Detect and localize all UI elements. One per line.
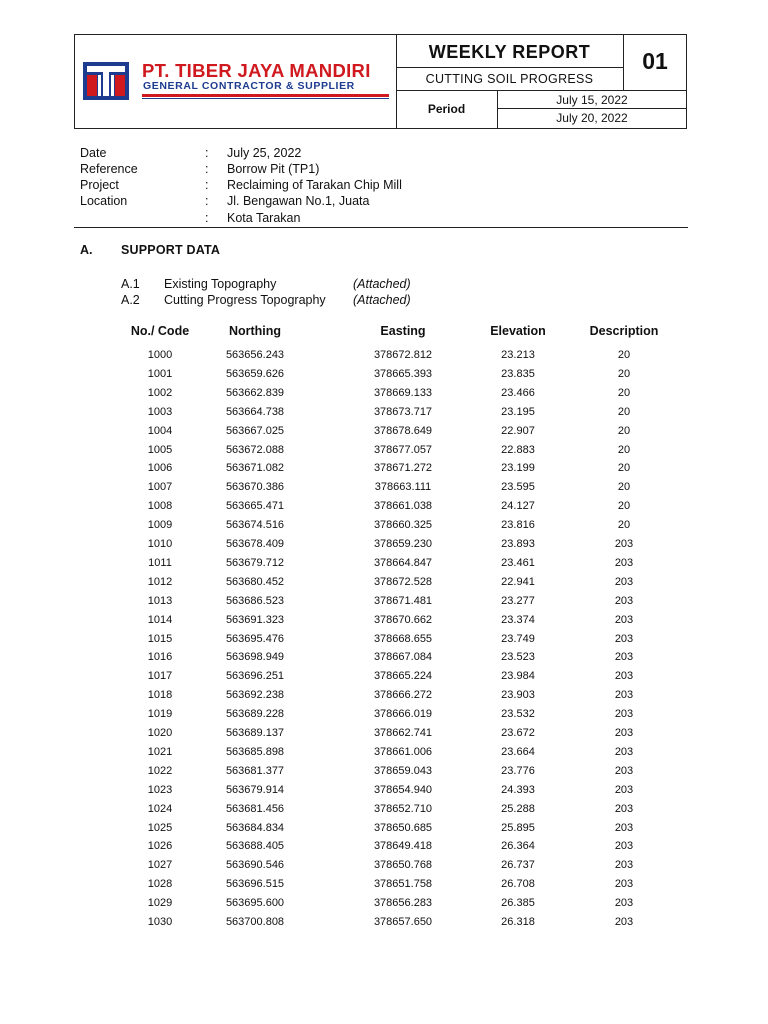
cell-northing: 563659.626: [225, 367, 285, 380]
cell-easting: 378654.940: [373, 783, 433, 796]
info-colon: :: [205, 211, 209, 225]
cell-elevation: 23.523: [501, 651, 535, 664]
table-row: [120, 497, 680, 516]
cell-description: 203: [614, 651, 634, 664]
cell-easting: 378665.393: [373, 367, 433, 380]
cell-description: 203: [614, 632, 634, 645]
column-header-elevation: Elevation: [490, 324, 546, 338]
cell-elevation: 23.213: [501, 349, 535, 361]
cell-easting: 378649.418: [373, 840, 433, 853]
report-subtitle: CUTTING SOIL PROGRESS: [425, 72, 594, 86]
attachment-code: A.1: [121, 277, 140, 291]
cell-northing: 563690.546: [225, 859, 285, 872]
cell-easting: 378665.224: [373, 670, 433, 683]
cell-northing: 563662.839: [225, 386, 285, 399]
cell-easting: 378672.812: [373, 349, 433, 361]
cell-description: 203: [614, 745, 634, 758]
cell-elevation: 26.737: [501, 859, 535, 872]
cell-easting: 378671.272: [373, 462, 433, 475]
cell-northing: 563679.712: [225, 556, 285, 569]
cell-code: 1027: [147, 859, 173, 872]
table-row: [120, 573, 680, 592]
cell-easting: 378659.230: [373, 538, 433, 550]
cell-easting: 378662.741: [373, 727, 433, 739]
cell-elevation: 22.941: [501, 575, 535, 588]
cell-easting: 378666.019: [373, 708, 433, 721]
cell-code: 1020: [147, 727, 173, 739]
cell-code: 1014: [147, 613, 173, 626]
cell-elevation: 23.461: [501, 556, 535, 569]
cell-easting: 378666.272: [373, 689, 433, 702]
cell-code: 1018: [147, 689, 173, 702]
cell-description: 203: [614, 594, 634, 607]
info-colon: :: [205, 162, 209, 176]
cell-code: 1030: [147, 916, 173, 928]
cell-easting: 378661.038: [373, 500, 433, 513]
report-title-cell: [396, 35, 624, 91]
cell-description: 20: [617, 462, 631, 475]
cell-description: 203: [614, 708, 634, 721]
cell-code: 1025: [147, 821, 173, 834]
cell-description: 203: [614, 840, 634, 853]
info-value: Jl. Bengawan No.1, Juata: [227, 194, 370, 208]
table-row: [120, 819, 680, 838]
cell-elevation: 23.776: [501, 764, 535, 777]
company-logo-block: [75, 35, 397, 128]
cell-description: 20: [617, 481, 631, 494]
cell-elevation: 26.708: [501, 878, 535, 891]
cell-northing: 563688.405: [225, 840, 285, 853]
cell-elevation: 26.364: [501, 840, 535, 853]
cell-easting: 378650.768: [373, 859, 433, 872]
cell-description: 20: [617, 443, 631, 456]
table-row: [120, 667, 680, 686]
cell-elevation: 23.893: [501, 538, 535, 550]
period-start-date: July 15, 2022: [498, 91, 686, 109]
cell-code: 1002: [147, 386, 173, 399]
cell-northing: 563691.323: [225, 613, 285, 626]
logo-divider-blue: [142, 98, 389, 99]
cell-elevation: 24.127: [501, 500, 535, 513]
attachment-label: Existing Topography: [164, 277, 277, 291]
info-value: July 25, 2022: [227, 146, 302, 160]
cell-elevation: 26.318: [501, 916, 535, 928]
cell-elevation: 23.195: [501, 405, 535, 418]
period-label: Period: [396, 91, 498, 128]
cell-description: 20: [617, 405, 631, 418]
cell-elevation: 23.595: [501, 481, 535, 494]
cell-easting: 378672.528: [373, 575, 433, 588]
cell-easting: 378668.655: [373, 632, 433, 645]
cell-code: 1012: [147, 575, 173, 588]
cell-description: 203: [614, 670, 634, 683]
cell-northing: 563681.456: [225, 802, 285, 815]
cell-code: 1028: [147, 878, 173, 891]
cell-elevation: 22.883: [501, 443, 535, 456]
cell-northing: 563678.409: [225, 538, 285, 550]
cell-description: 203: [614, 897, 634, 910]
period-end-date: July 20, 2022: [556, 111, 628, 125]
report-title: WEEKLY REPORT: [428, 42, 591, 62]
table-row: [120, 837, 680, 856]
cell-northing: 563700.808: [225, 916, 285, 928]
cell-northing: 563689.228: [225, 708, 285, 721]
cell-description: 20: [617, 367, 631, 380]
table-row: [120, 894, 680, 913]
cell-code: 1008: [147, 500, 173, 513]
cell-code: 1015: [147, 632, 173, 645]
cell-easting: 378670.662: [373, 613, 433, 626]
cell-northing: 563695.600: [225, 897, 285, 910]
info-label: Date: [80, 146, 107, 160]
cell-description: 203: [614, 802, 634, 815]
company-logo-icon: [83, 62, 129, 100]
cell-elevation: 23.374: [501, 613, 535, 626]
cell-description: 203: [614, 538, 634, 550]
cell-code: 1021: [147, 745, 173, 758]
cell-northing: 563681.377: [225, 764, 285, 777]
cell-description: 203: [614, 575, 634, 588]
cell-northing: 563698.949: [225, 651, 285, 664]
company-tagline: GENERAL CONTRACTOR & SUPPLIER: [143, 80, 355, 92]
table-row: [120, 630, 680, 649]
table-row: [120, 648, 680, 667]
cell-elevation: 23.664: [501, 745, 535, 758]
cell-easting: 378652.710: [373, 802, 433, 815]
cell-code: 1001: [147, 367, 173, 380]
cell-northing: 563696.515: [225, 878, 285, 891]
cell-elevation: 23.532: [501, 708, 535, 721]
cell-northing: 563665.471: [225, 500, 285, 513]
info-colon: :: [205, 178, 209, 192]
cell-code: 1010: [147, 538, 173, 550]
cell-description: 203: [614, 859, 634, 872]
cell-easting: 378673.717: [373, 405, 433, 418]
cell-easting: 378651.758: [373, 878, 433, 891]
cell-northing: 563684.834: [225, 821, 285, 834]
cell-elevation: 23.903: [501, 689, 535, 702]
cell-code: 1006: [147, 462, 173, 475]
cell-elevation: 23.835: [501, 367, 535, 380]
cell-northing: 563656.243: [225, 349, 285, 361]
cell-northing: 563689.137: [225, 727, 285, 739]
cell-northing: 563674.516: [225, 519, 285, 532]
info-value: Borrow Pit (TP1): [227, 162, 320, 176]
cell-elevation: 26.385: [501, 897, 535, 910]
cell-description: 203: [614, 783, 634, 796]
cell-elevation: 25.288: [501, 802, 535, 815]
info-label: Reference: [80, 162, 138, 176]
table-row: [120, 422, 680, 441]
info-label: Project: [80, 178, 119, 192]
table-row: [120, 800, 680, 819]
cell-description: 203: [614, 556, 634, 569]
section-title: SUPPORT DATA: [121, 243, 221, 257]
column-header-description: Description: [589, 324, 659, 338]
table-row: [120, 365, 680, 384]
cell-northing: 563667.025: [225, 424, 285, 437]
cell-description: 203: [614, 727, 634, 739]
table-row: [120, 516, 680, 535]
cell-easting: 378669.133: [373, 386, 433, 399]
cell-description: 20: [617, 519, 631, 532]
cell-description: 203: [614, 916, 634, 928]
cell-code: 1029: [147, 897, 173, 910]
logo-divider-red: [142, 94, 389, 97]
cell-easting: 378660.325: [373, 519, 433, 532]
table-row: [120, 554, 680, 573]
info-label: Location: [80, 194, 128, 208]
table-row: [120, 346, 680, 365]
table-row: [120, 875, 680, 894]
cell-code: 1005: [147, 443, 173, 456]
cell-northing: 563671.082: [225, 462, 285, 475]
cell-code: 1017: [147, 670, 173, 683]
cell-elevation: 23.199: [501, 462, 535, 475]
cell-easting: 378661.006: [373, 745, 433, 758]
cell-elevation: 23.672: [501, 727, 535, 739]
attachment-note: (Attached): [353, 293, 411, 307]
cell-northing: 563679.914: [225, 783, 285, 796]
cell-elevation: 22.907: [501, 424, 535, 437]
report-header: [74, 34, 687, 129]
section-divider: [74, 227, 688, 228]
table-row: [120, 592, 680, 611]
info-colon: :: [205, 194, 209, 208]
table-row: [120, 384, 680, 403]
cell-elevation: 23.749: [501, 632, 535, 645]
cell-northing: 563680.452: [225, 575, 285, 588]
report-number-cell: [624, 35, 686, 91]
cell-easting: 378664.847: [373, 556, 433, 569]
cell-northing: 563696.251: [225, 670, 285, 683]
cell-code: 1023: [147, 783, 173, 796]
cell-description: 203: [614, 878, 634, 891]
cell-easting: 378667.084: [373, 651, 433, 664]
cell-description: 203: [614, 764, 634, 777]
cell-code: 1004: [147, 424, 173, 437]
report-number: 01: [642, 48, 668, 74]
cell-code: 1016: [147, 651, 173, 664]
attachment-note: (Attached): [353, 277, 411, 291]
cell-elevation: 23.816: [501, 519, 535, 532]
cell-easting: 378671.481: [373, 594, 433, 607]
cell-code: 1022: [147, 764, 173, 777]
cell-code: 1009: [147, 519, 173, 532]
cell-code: 1026: [147, 840, 173, 853]
section-letter: A.: [80, 243, 93, 257]
table-row: [120, 686, 680, 705]
column-header-code: No./ Code: [130, 324, 190, 338]
cell-code: 1003: [147, 405, 173, 418]
table-row: [120, 781, 680, 800]
cell-description: 20: [617, 349, 631, 361]
cell-code: 1007: [147, 481, 173, 494]
cell-easting: 378659.043: [373, 764, 433, 777]
cell-code: 1024: [147, 802, 173, 815]
cell-code: 1013: [147, 594, 173, 607]
cell-code: 1019: [147, 708, 173, 721]
column-header-easting: Easting: [380, 324, 426, 338]
cell-elevation: 25.895: [501, 821, 535, 834]
table-row: [120, 762, 680, 781]
cell-northing: 563692.238: [225, 689, 285, 702]
cell-description: 20: [617, 500, 631, 513]
table-row: [120, 459, 680, 478]
table-row: [120, 535, 680, 554]
table-row: [120, 913, 680, 932]
info-value: Kota Tarakan: [227, 211, 301, 225]
cell-northing: 563664.738: [225, 405, 285, 418]
table-row: [120, 743, 680, 762]
table-row: [120, 441, 680, 460]
attachment-label: Cutting Progress Topography: [164, 293, 326, 307]
cell-easting: 378650.685: [373, 821, 433, 834]
cell-description: 203: [614, 689, 634, 702]
cell-northing: 563686.523: [225, 594, 285, 607]
info-value: Reclaiming of Tarakan Chip Mill: [227, 178, 402, 192]
cell-easting: 378657.650: [373, 916, 433, 928]
cell-description: 203: [614, 821, 634, 834]
cell-northing: 563672.088: [225, 443, 285, 456]
cell-elevation: 23.984: [501, 670, 535, 683]
cell-description: 20: [617, 386, 631, 399]
cell-northing: 563685.898: [225, 745, 285, 758]
cell-easting: 378663.111: [374, 481, 432, 494]
column-header-northing: Northing: [228, 324, 282, 338]
cell-code: 1000: [147, 349, 173, 361]
table-row: [120, 611, 680, 630]
table-row: [120, 403, 680, 422]
title-divider: [396, 67, 623, 68]
cell-elevation: 23.466: [501, 386, 535, 399]
cell-elevation: 24.393: [501, 783, 535, 796]
cell-northing: 563670.386: [225, 481, 285, 494]
table-row: [120, 724, 680, 743]
table-row: [120, 478, 680, 497]
info-colon: :: [205, 146, 209, 160]
attachment-code: A.2: [121, 293, 140, 307]
company-name: PT. TIBER JAYA MANDIRI: [142, 60, 371, 81]
cell-easting: 378677.057: [373, 443, 433, 456]
cell-elevation: 23.277: [501, 594, 535, 607]
table-row: [120, 705, 680, 724]
cell-code: 1011: [148, 556, 172, 569]
table-row: [120, 856, 680, 875]
cell-description: 203: [614, 613, 634, 626]
cell-easting: 378656.283: [373, 897, 433, 910]
cell-northing: 563695.476: [225, 632, 285, 645]
cell-description: 20: [617, 424, 631, 437]
cell-easting: 378678.649: [373, 424, 433, 437]
